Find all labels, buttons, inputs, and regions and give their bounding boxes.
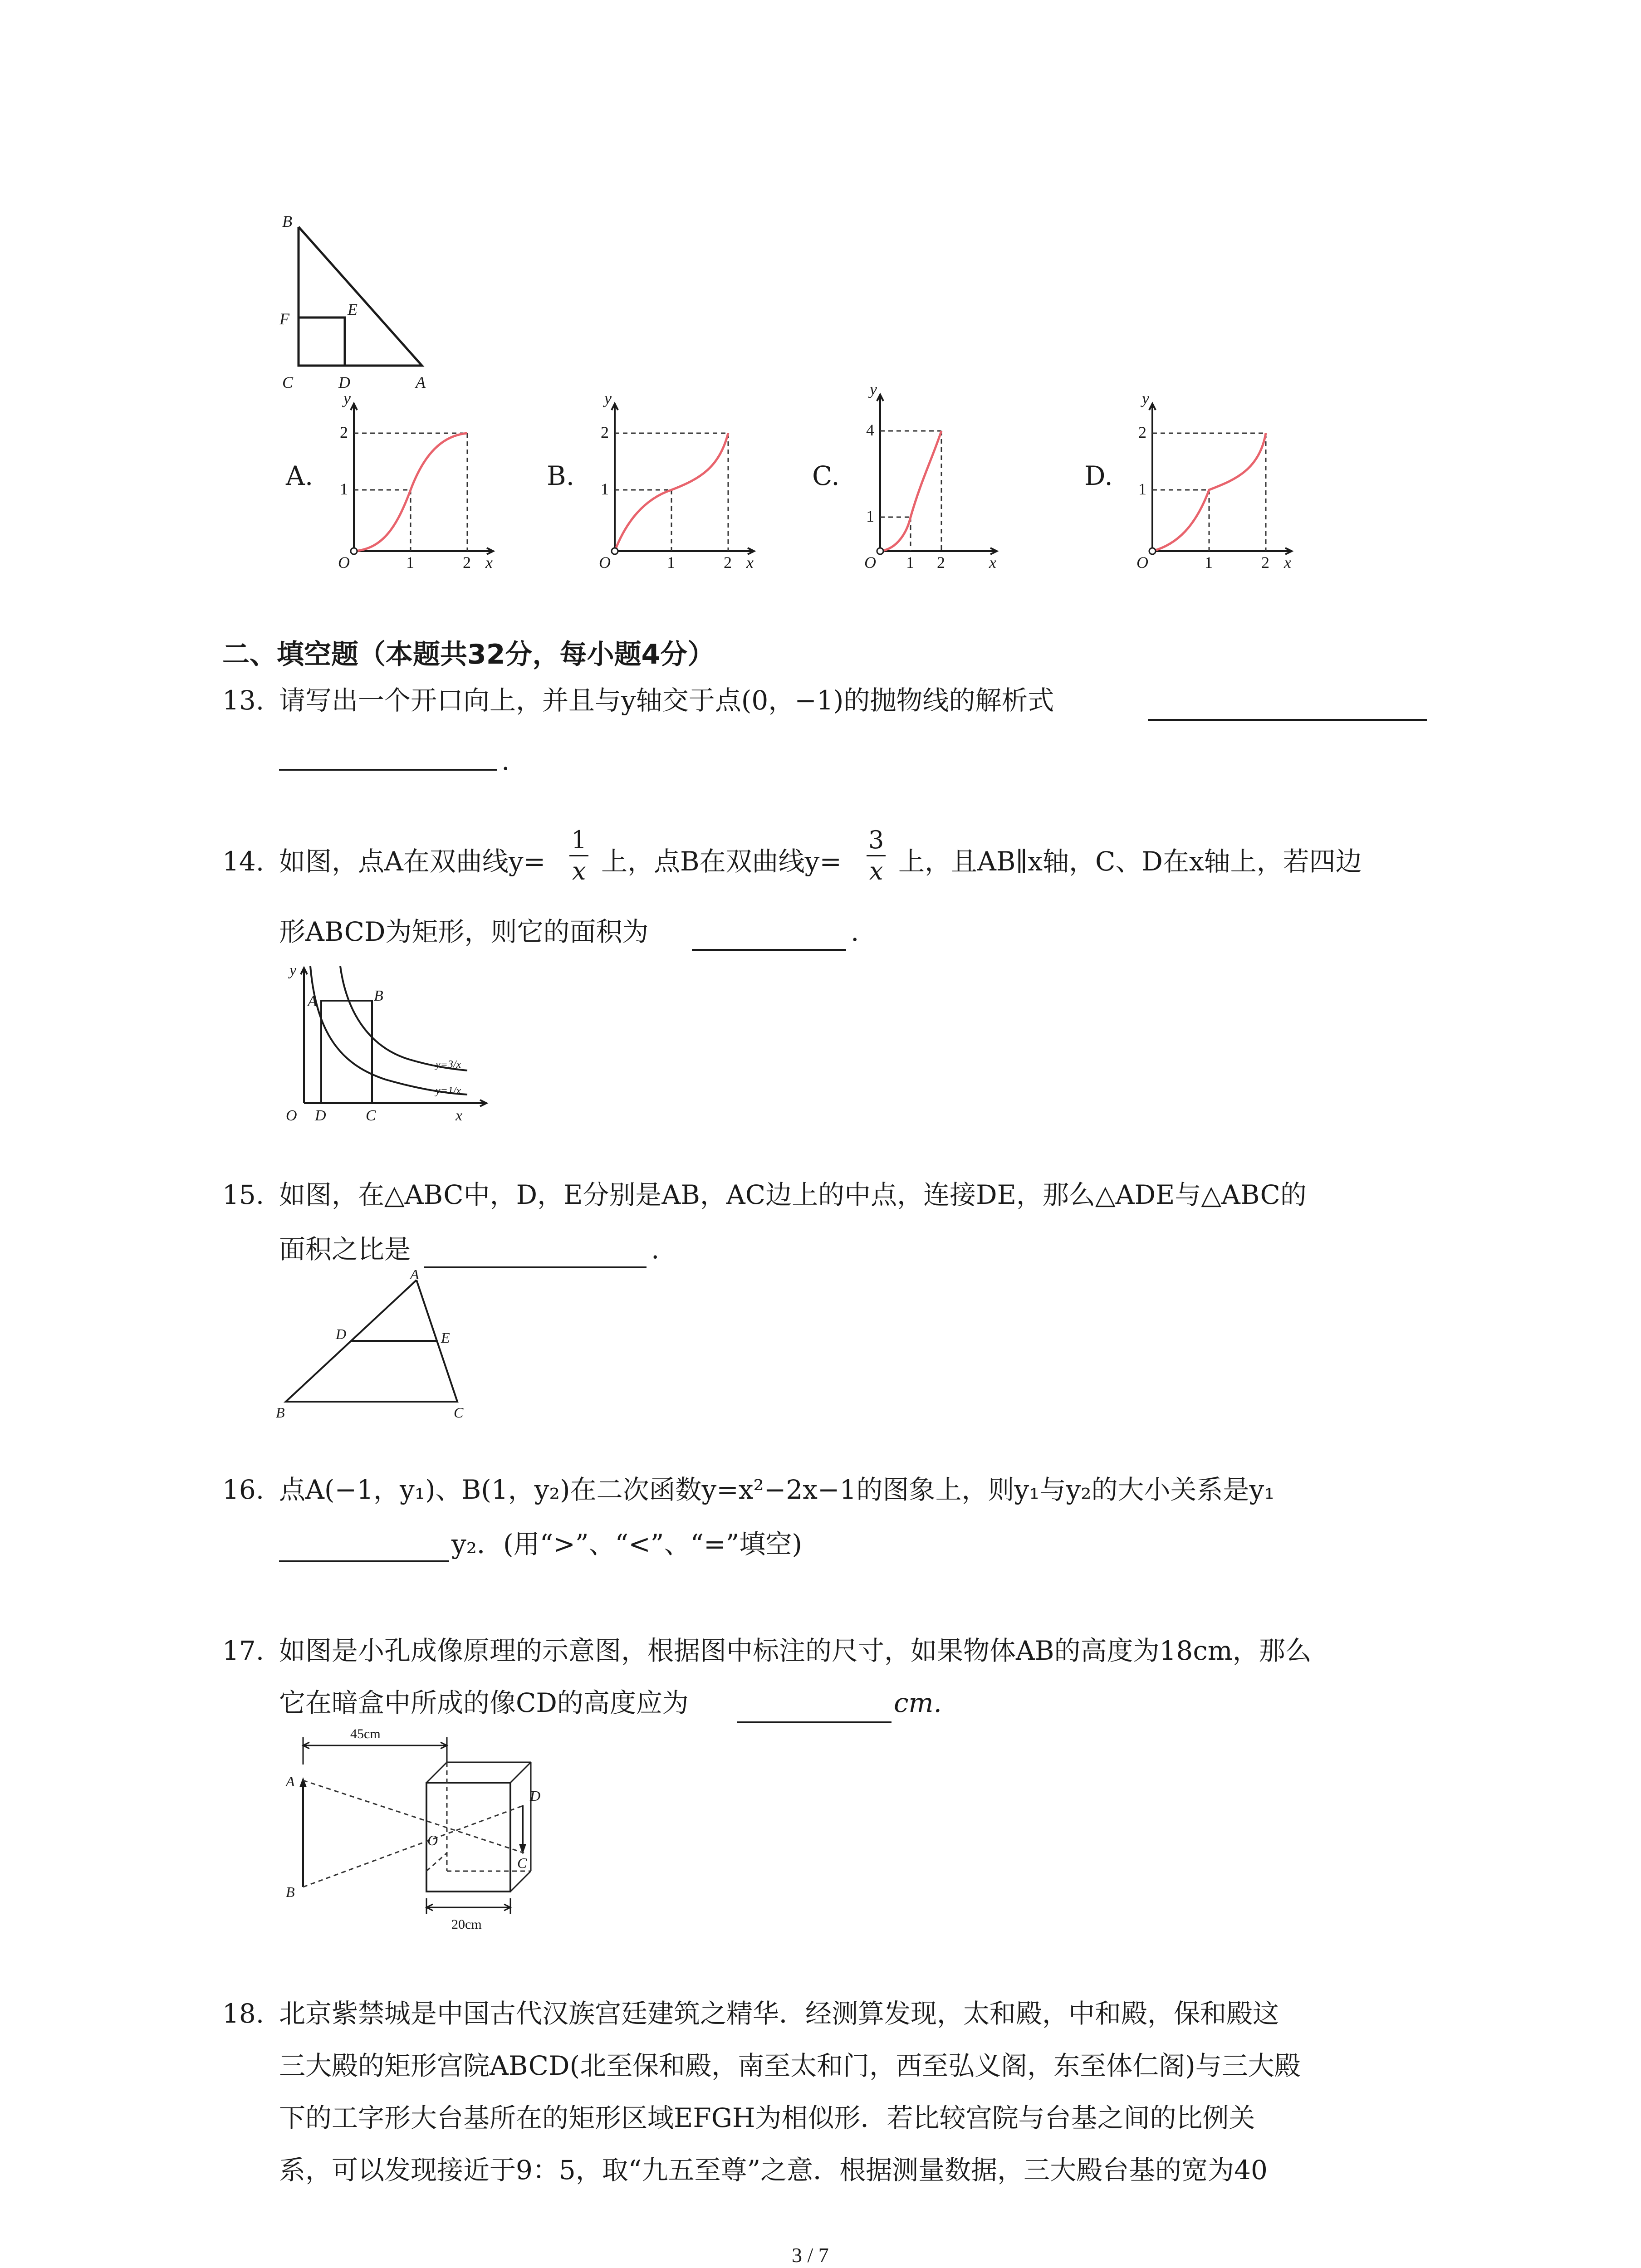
q14-text-b: 上，点B在双曲线y= <box>601 846 842 877</box>
option-a-letter: A. <box>286 460 314 491</box>
q14-fig-a: A <box>308 993 317 1010</box>
q17-answer-blank[interactable] <box>737 1721 892 1723</box>
q14-line2: 形ABCD为矩形，则它的面积为 <box>279 916 649 947</box>
q18-line2: 三大殿的矩形宫院ABCD(北至保和殿，南至太和门，西至弘义阁，东至体仁阁)与三大殿 <box>279 2050 1301 2081</box>
q16-line2: y₂．(用“>”、“<”、“=”填空) <box>451 1529 802 1559</box>
tri-label-d: D <box>338 373 350 391</box>
q14-fig-b: B <box>374 987 383 1004</box>
opt-c-ymid: 1 <box>866 507 874 525</box>
q14-frac1-num: 1 <box>569 828 588 856</box>
q17-fig-a: A <box>286 1773 295 1789</box>
q17-fig-dim-bottom: 20cm <box>451 1917 482 1932</box>
q18-line4: 系，可以发现接近于9：5，取“九五至尊”之意．根据测量数据，三大殿台基的宽为40 <box>279 2155 1268 2185</box>
opt-a-x2: 2 <box>463 553 471 572</box>
tri-label-b: B <box>282 212 292 230</box>
q15-fig-a: A <box>410 1270 419 1282</box>
opt-b-x2: 2 <box>724 553 732 572</box>
opt-d-o: O <box>1136 553 1148 572</box>
q14-fig-x: x <box>456 1107 463 1124</box>
q14-end: . <box>851 916 859 947</box>
q15-fig-d: D <box>336 1326 347 1342</box>
opt-d-x: x <box>1284 553 1291 572</box>
opt-b-o: O <box>599 553 611 572</box>
q14-number: 14. <box>222 846 265 877</box>
opt-c-o: O <box>864 553 876 572</box>
q17-fig-dim-top: 45cm <box>350 1726 381 1741</box>
opt-a-y: y <box>343 390 351 407</box>
q15-triangle-figure <box>268 1270 481 1420</box>
opt-a-x: x <box>485 553 493 572</box>
q18-line1: 北京紫禁城是中国古代汉族宫廷建筑之精华．经测算发现，太和殿，中和殿，保和殿这 <box>279 1998 1279 2029</box>
q15-fig-c: C <box>454 1404 464 1420</box>
opt-b-x: x <box>746 553 754 572</box>
q15-fig-b: B <box>276 1404 285 1420</box>
q14-answer-blank[interactable] <box>692 949 846 951</box>
q14-fig-curve1: y=1/x <box>436 1085 461 1097</box>
q14-fig-c: C <box>366 1107 376 1124</box>
q15-end: . <box>651 1234 660 1265</box>
q14-text-a: 如图，点A在双曲线y= <box>279 846 546 877</box>
q17-unit: cm. <box>894 1687 942 1718</box>
q13-answer-blank-2[interactable] <box>279 769 497 771</box>
opt-c-x1: 1 <box>906 553 914 572</box>
q15-line1: 如图，在△ABC中，D，E分别是AB，AC边上的中点，连接DE，那么△ADE与△ABC的 <box>279 1179 1307 1210</box>
q13-answer-blank-1[interactable] <box>1148 719 1427 721</box>
opt-c-y: y <box>870 381 877 398</box>
q14-fig-y: y <box>289 962 297 979</box>
opt-c-x2: 2 <box>937 553 945 572</box>
q16-answer-blank[interactable] <box>279 1560 449 1562</box>
q13-end: . <box>501 745 510 776</box>
q14-fraction-1 <box>569 828 588 884</box>
q17-fig-d: D <box>530 1788 541 1804</box>
q14-frac2-den: x <box>869 857 883 885</box>
q17-line2: 它在暗盒中所成的像CD的高度应为 <box>279 1687 689 1718</box>
q13-text: 请写出一个开口向上，并且与y轴交于点(0，−1)的抛物线的解析式 <box>279 685 1054 716</box>
tri-label-c: C <box>282 373 294 391</box>
opt-c-ymax: 4 <box>866 421 874 439</box>
tri-label-f: F <box>279 310 289 328</box>
opt-a-ymid: 1 <box>340 480 348 498</box>
option-c-graph <box>860 381 1009 572</box>
tri-label-e: E <box>348 300 358 318</box>
q17-fig-o: O <box>427 1832 438 1848</box>
q15-answer-blank[interactable] <box>424 1266 647 1268</box>
option-b-letter: B. <box>547 460 575 491</box>
q17-fig-c: C <box>517 1855 527 1871</box>
section-title: 二、填空题（本题共32分，每小题4分） <box>222 639 715 670</box>
q12-triangle-figure <box>272 209 463 399</box>
opt-b-x1: 1 <box>667 553 675 572</box>
opt-d-y: y <box>1142 390 1149 407</box>
tri-label-a: A <box>416 373 426 391</box>
q15-number: 15. <box>222 1179 265 1210</box>
q14-fig-curve3: y=3/x <box>436 1059 461 1070</box>
option-a-graph <box>333 390 506 572</box>
q18-line3: 下的工字形大台基所在的矩形区域EFGH为相似形．若比较宫院与台基之间的比例关 <box>279 2102 1255 2133</box>
option-c-letter: C. <box>812 460 840 491</box>
q17-line1: 如图是小孔成像原理的示意图，根据图中标注的尺寸，如果物体AB的高度为18cm，那么 <box>279 1635 1312 1666</box>
opt-b-ymax: 2 <box>601 423 609 441</box>
q15-line2: 面积之比是 <box>279 1234 411 1265</box>
opt-d-x2: 2 <box>1261 553 1269 572</box>
opt-a-o: O <box>338 553 350 572</box>
q14-fig-o: O <box>286 1107 297 1124</box>
q13-number: 13. <box>222 685 265 716</box>
q18-number: 18. <box>222 1998 265 2029</box>
option-d-graph <box>1132 390 1304 572</box>
opt-a-x1: 1 <box>406 553 414 572</box>
q14-frac1-den: x <box>572 857 586 885</box>
q16-number: 16. <box>222 1474 265 1505</box>
q15-fig-e: E <box>441 1330 450 1346</box>
q17-fig-b: B <box>286 1884 295 1900</box>
opt-c-x: x <box>989 553 996 572</box>
q14-hyperbola-figure <box>272 957 499 1125</box>
option-b-graph <box>594 390 767 572</box>
q14-frac2-num: 3 <box>867 828 886 856</box>
q14-fraction-2 <box>867 828 886 884</box>
opt-b-y: y <box>604 390 612 407</box>
opt-d-ymid: 1 <box>1138 480 1146 498</box>
q14-fig-d: D <box>315 1107 326 1124</box>
opt-d-ymax: 2 <box>1138 423 1146 441</box>
page-number: 3 / 7 <box>792 2244 829 2267</box>
q16-line1: 点A(−1，y₁)、B(1，y₂)在二次函数y=x²−2x−1的图象上，则y₁与y₂的大小关系是y₁ <box>279 1474 1275 1505</box>
option-d-letter: D. <box>1084 460 1113 491</box>
opt-a-ymax: 2 <box>340 423 348 441</box>
q17-pinhole-figure <box>272 1724 554 1932</box>
q17-number: 17. <box>222 1635 265 1666</box>
q14-text-c: 上，且AB∥x轴，C、D在x轴上，若四边 <box>898 846 1362 877</box>
opt-d-x1: 1 <box>1205 553 1213 572</box>
opt-b-ymid: 1 <box>601 480 609 498</box>
